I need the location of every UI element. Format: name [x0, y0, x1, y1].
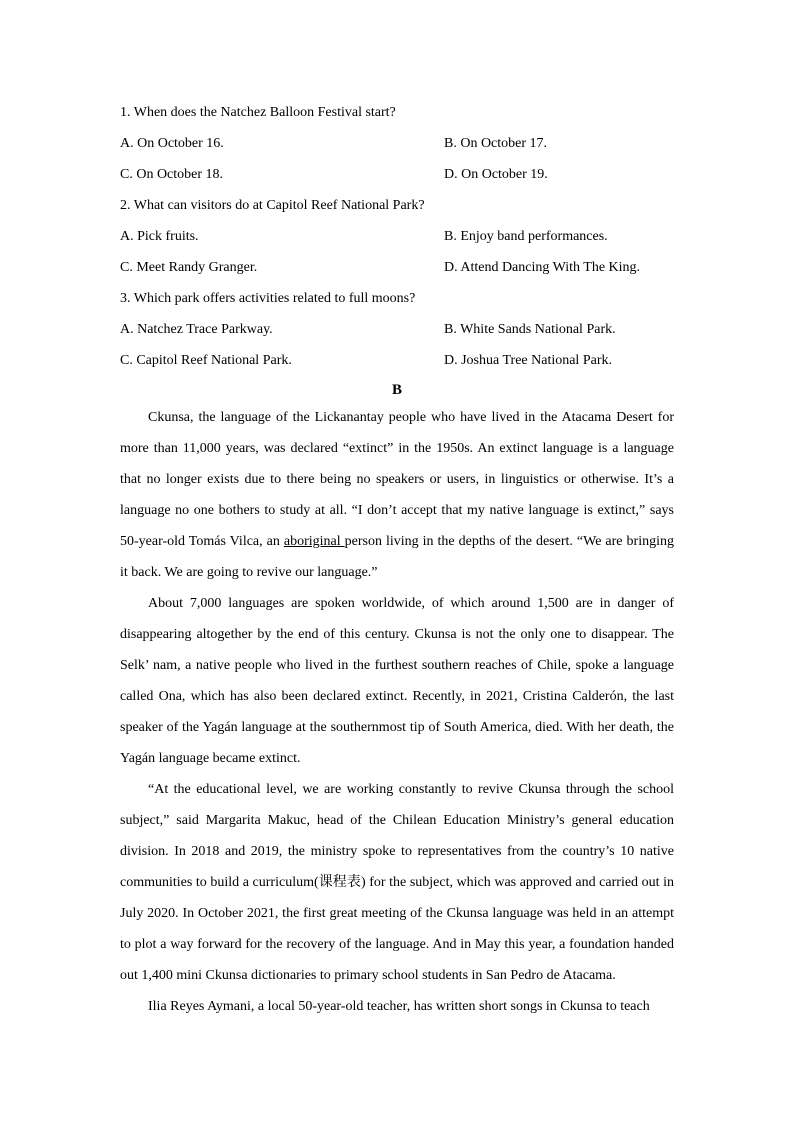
- paragraph-4: Ilia Reyes Aymani, a local 50-year-old teacher, has written short songs in Ckunsa to teach: [148, 999, 650, 1014]
- question-3-options-row-1: [120, 317, 680, 348]
- question-1-options-row-2: [120, 162, 680, 193]
- question-2-option-c: C. Meet Randy Granger.: [120, 260, 258, 275]
- question-list: [120, 100, 680, 379]
- question-1-option-b: B. On October 17.: [444, 136, 548, 151]
- question-3-option-a: A. Natchez Trace Parkway.: [120, 322, 273, 337]
- question-1-option-a: A. On October 16.: [120, 136, 224, 151]
- paragraph-1-text-start: Ckunsa, the language of the Lickanantay people who have lived in the Atacama Desert for more than 11,000 years, was declared “extinct” in the 1950s. An extinct language is a language that no longer exists due to there being no speakers or users, in linguistics or otherwise. It’s a language no one bothers to study at all. “I don’t accept that my native language is extinct,” says 50-year-old Tomás Vilca, an: [120, 410, 674, 549]
- question-2-stem: 2. What can visitors do at Capitol Reef National Park?: [120, 198, 425, 213]
- section-heading-b: B: [391, 382, 402, 398]
- reading-passage: [120, 402, 674, 1022]
- question-2-option-b: B. Enjoy band performances.: [444, 229, 608, 244]
- question-2-options-row-2: [120, 255, 680, 286]
- paragraph-1: [120, 402, 674, 588]
- question-1-options-row-1: [120, 131, 680, 162]
- question-3-option-b: B. White Sands National Park.: [444, 322, 616, 337]
- underlined-word-aboriginal: aboriginal: [283, 534, 345, 549]
- paragraph-3: “At the educational level, we are working constantly to revive Ckunsa through the school subject,” said Margarita Makuc, head of the Chilean Education Ministry’s general education division. In 2018 and 2019, the ministry spoke to representatives from the country’s 10 native communities to build a curriculum(课程表) for the subject, which was approved and carried out in July 2020. In October 2021, the first great meeting of the Ckunsa language was held in an attempt to plot a way forward for the recovery of the language. And in May this year, a foundation handed out 1,400 mini Ckunsa dictionaries to primary school students in San Pedro de Atacama.: [120, 782, 674, 983]
- question-2-option-a: A. Pick fruits.: [120, 229, 199, 244]
- question-1-option-d: D. On October 19.: [444, 167, 548, 182]
- question-3-option-c: C. Capitol Reef National Park.: [120, 353, 292, 368]
- question-1-stem: 1. When does the Natchez Balloon Festival start?: [120, 105, 396, 120]
- question-2-option-d: D. Attend Dancing With The King.: [444, 260, 641, 275]
- paragraph-1-text-end: person living in the depths of the desert. “We are bringing it back. We are going to revive our language.”: [120, 534, 674, 580]
- question-3-option-d: D. Joshua Tree National Park.: [444, 353, 612, 368]
- question-3-stem: 3. Which park offers activities related to full moons?: [120, 291, 416, 306]
- question-3-options-row-2: [120, 348, 680, 379]
- paragraph-2: About 7,000 languages are spoken worldwide, of which around 1,500 are in danger of disappearing altogether by the end of this century. Ckunsa is not the only one to disappear. The Selk’ nam, a native people who lived in the furthest southern reaches of Chile, spoke a language called Ona, which has also been declared extinct. Recently, in 2021, Cristina Calderón, the last speaker of the Yagán language at the southernmost tip of South America, died. With her death, the Yagán language became extinct.: [120, 596, 674, 766]
- question-2-options-row-1: [120, 224, 680, 255]
- question-1-option-c: C. On October 18.: [120, 167, 224, 182]
